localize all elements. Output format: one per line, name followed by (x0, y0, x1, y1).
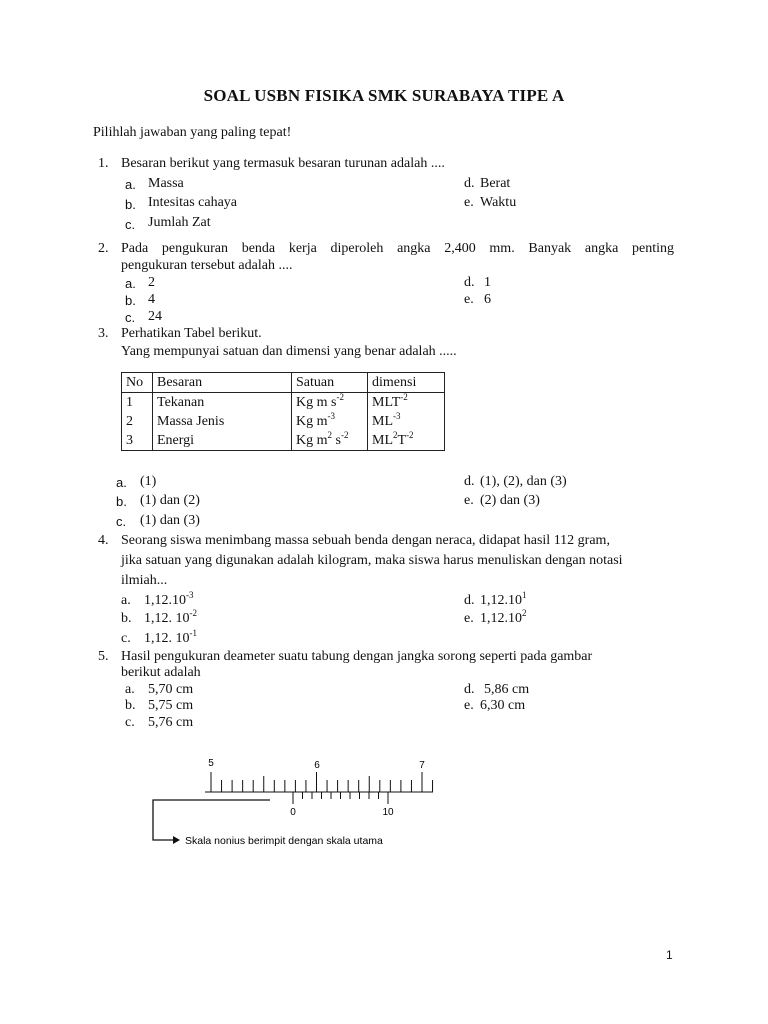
option-text: Massa (148, 176, 184, 191)
data-table (121, 372, 445, 451)
cell-satuan (292, 431, 368, 451)
main-scale-label: 5 (208, 758, 214, 769)
option-letter: e. (464, 493, 474, 508)
cell-no: 3 (122, 431, 153, 451)
option-letter: e. (464, 698, 474, 713)
vernier-scale-label: 10 (382, 807, 394, 818)
table-row (122, 431, 445, 451)
dimension-exponent: 2 (393, 430, 398, 440)
option-letter: d. (464, 275, 475, 290)
option-base: 1,12. 10 (144, 631, 190, 646)
option-letter: b. (116, 494, 127, 509)
dimension-tail: T (397, 433, 407, 448)
option-letter: a. (125, 276, 136, 291)
cell-besaran: Massa Jenis (153, 412, 292, 431)
column-header: No (122, 373, 153, 393)
option-text: 4 (148, 292, 155, 307)
question-text: Hasil pengukuran deameter suatu tabung dengan jangka sorong seperti pada gambar (121, 649, 593, 664)
cell-no: 1 (122, 393, 153, 413)
column-header: Satuan (292, 373, 368, 393)
question-text: Perhatikan Tabel berikut. (121, 326, 262, 341)
option-text: (1) (140, 474, 157, 489)
vernier-scale-label: 0 (290, 807, 296, 818)
option-text: 6 (484, 292, 491, 307)
table-header-row (122, 373, 445, 393)
question-number: 5. (98, 649, 109, 664)
option-letter: c. (125, 217, 136, 232)
option-exponent: -1 (189, 628, 197, 638)
page-title: SOAL USBN FISIKA SMK SURABAYA TIPE A (203, 86, 565, 105)
unit-tail: s (332, 433, 341, 448)
option-base: 1,12. 10 (144, 611, 190, 626)
table-row (122, 393, 445, 413)
option-letter: a. (125, 682, 135, 697)
option-letter: c. (125, 715, 135, 730)
option-exponent: 2 (522, 608, 527, 618)
question-text: ilmiah... (121, 573, 168, 588)
dimension-exponent: -2 (406, 430, 414, 440)
cell-dimensi (368, 412, 445, 431)
option-text: (1), (2), dan (3) (480, 474, 567, 489)
question-text: Yang mempunyai satuan dan dimensi yang benar adalah ..... (121, 344, 457, 359)
option-exponent: -3 (186, 590, 194, 600)
option-exponent: 1 (522, 590, 527, 600)
figure-caption: Skala nonius berimpit dengan skala utama (185, 835, 383, 847)
cell-dimensi (368, 431, 445, 451)
option-text: 5,70 cm (148, 682, 194, 697)
option-letter: b. (125, 293, 136, 308)
option-text: Intesitas cahaya (148, 195, 238, 210)
option-letter: b. (121, 611, 132, 626)
option-letter: d. (464, 176, 475, 191)
cell-besaran: Tekanan (153, 393, 292, 413)
cell-satuan (292, 393, 368, 413)
cell-satuan (292, 412, 368, 431)
question-text: berikut adalah (121, 665, 201, 680)
option-text: (1) dan (2) (140, 493, 200, 508)
option-letter: c. (125, 310, 136, 325)
option-letter: c. (121, 631, 131, 646)
dimension-base: ML (372, 414, 393, 429)
column-header: Besaran (153, 373, 292, 393)
unit-base: Kg m (296, 433, 328, 448)
question-number: 1. (98, 156, 109, 171)
question-number: 2. (98, 241, 109, 256)
pointer-line (153, 800, 270, 840)
option-letter: b. (125, 698, 136, 713)
option-letter: e. (464, 611, 474, 626)
option-letter: d. (464, 474, 475, 489)
unit-exponent: -2 (340, 430, 349, 440)
option-text: 6,30 cm (480, 698, 526, 713)
option-base: 1,12.10 (480, 611, 522, 626)
option-text: Jumlah Zat (148, 215, 211, 230)
main-scale-ticks (211, 772, 433, 804)
unit-base: Kg m s (296, 395, 337, 410)
unit-exponent: -3 (327, 411, 335, 421)
question-text: Besaran berikut yang termasuk besaran turunan adalah .... (121, 156, 445, 171)
main-scale-label: 7 (419, 760, 425, 771)
column-header: dimensi (368, 373, 445, 393)
cell-besaran: Energi (153, 431, 292, 451)
question-text: jika satuan yang digunakan adalah kilogram, maka siswa harus menuliskan dengan notasi (121, 553, 623, 568)
option-letter: a. (116, 475, 127, 490)
option-text: 2 (148, 275, 155, 290)
question-number: 3. (98, 326, 109, 341)
option-text (480, 610, 527, 627)
page-number: 1 (666, 948, 673, 962)
main-scale-label: 6 (314, 760, 320, 771)
option-text: (1) dan (3) (140, 513, 200, 528)
unit-exponent: -2 (336, 392, 344, 402)
instruction: Pilihlah jawaban yang paling tepat! (93, 125, 292, 140)
option-text (144, 592, 194, 609)
option-text (144, 610, 197, 627)
option-text (480, 592, 527, 609)
dimension-exponent: -2 (400, 392, 408, 402)
unit-exponent: 2 (327, 430, 332, 440)
option-letter: a. (121, 593, 131, 608)
option-text: 1 (484, 275, 491, 290)
cell-no: 2 (122, 412, 153, 431)
option-base: 1,12.10 (480, 593, 522, 608)
option-base: 1,12.10 (144, 593, 186, 608)
arrow-head-icon (173, 836, 180, 844)
question-text: pengukuran tersebut adalah .... (121, 258, 293, 273)
option-text: 5,86 cm (484, 682, 530, 697)
option-text (144, 630, 197, 647)
vernier-caliper-diagram (145, 752, 445, 852)
dimension-base: ML (372, 433, 393, 448)
option-text: Waktu (480, 195, 517, 210)
option-text: Berat (480, 176, 511, 191)
question-text: Seorang siswa menimbang massa sebuah benda dengan neraca, didapat hasil 112 gram, (121, 533, 610, 548)
question-text: Pada pengukuran benda kerja diperoleh angka 2,400 mm. Banyak angka penting (121, 241, 674, 256)
option-text: 5,75 cm (148, 698, 194, 713)
dimension-base: MLT (372, 395, 401, 410)
option-letter: a. (125, 177, 136, 192)
option-letter: c. (116, 514, 127, 529)
table-row (122, 412, 445, 431)
option-letter: e. (464, 195, 474, 210)
option-letter: d. (464, 682, 475, 697)
dimension-exponent: -3 (393, 411, 401, 421)
option-letter: e. (464, 292, 474, 307)
option-letter: d. (464, 593, 475, 608)
option-exponent: -2 (189, 608, 197, 618)
option-letter: b. (125, 197, 136, 212)
question-number: 4. (98, 533, 109, 548)
option-text: 5,76 cm (148, 715, 194, 730)
option-text: (2) dan (3) (480, 493, 540, 508)
cell-dimensi (368, 393, 445, 413)
unit-base: Kg m (296, 414, 328, 429)
option-text: 24 (148, 309, 162, 324)
